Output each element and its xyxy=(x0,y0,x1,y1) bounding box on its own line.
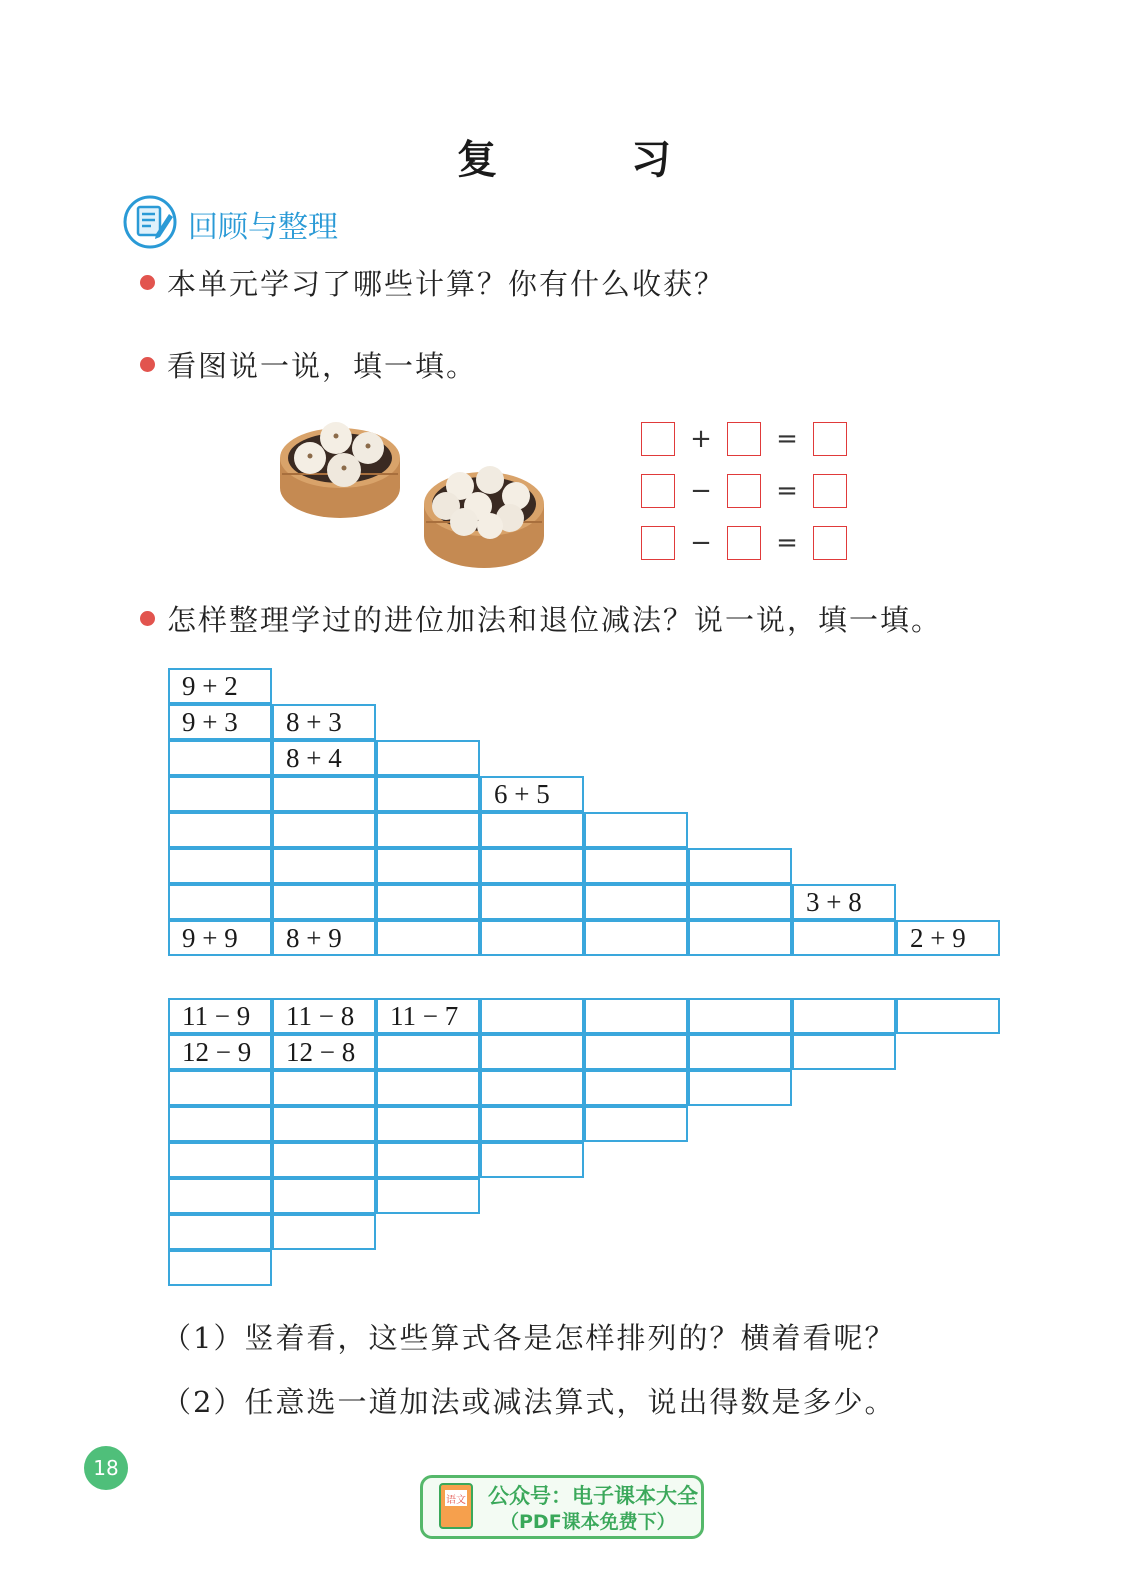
answer-box[interactable] xyxy=(641,526,675,560)
table-cell[interactable] xyxy=(376,1070,480,1106)
table-cell[interactable] xyxy=(584,1034,688,1070)
section-header xyxy=(122,196,338,252)
bullet-text: 本单元学习了哪些计算？你有什么收获？ xyxy=(167,267,726,301)
table-cell[interactable] xyxy=(584,1106,688,1142)
table-cell[interactable]: 2 + 9 xyxy=(896,920,1000,956)
bullet-item xyxy=(140,344,477,385)
minus-sign: − xyxy=(690,528,712,558)
plus-sign: + xyxy=(690,424,712,454)
table-cell[interactable]: 9 + 2 xyxy=(168,668,272,704)
table-cell[interactable]: 12 − 9 xyxy=(168,1034,272,1070)
table-cell[interactable] xyxy=(376,812,480,848)
book-icon xyxy=(436,1480,480,1534)
question-2: （2）任意选一道加法或减法算式，说出得数是多少。 xyxy=(162,1385,896,1419)
table-cell[interactable] xyxy=(792,1034,896,1070)
answer-box[interactable] xyxy=(727,474,761,508)
question-1: （1）竖着看，这些算式各是怎样排列的？横着看呢？ xyxy=(162,1321,896,1355)
table-cell[interactable] xyxy=(272,848,376,884)
table-cell[interactable] xyxy=(584,812,688,848)
steamed-buns-illustration xyxy=(278,408,548,576)
table-cell[interactable] xyxy=(896,998,1000,1034)
answer-box[interactable] xyxy=(813,422,847,456)
table-cell[interactable]: 9 + 9 xyxy=(168,920,272,956)
table-cell[interactable] xyxy=(480,812,584,848)
answer-box[interactable] xyxy=(813,526,847,560)
table-cell[interactable] xyxy=(376,848,480,884)
table-cell[interactable] xyxy=(168,848,272,884)
table-cell[interactable] xyxy=(480,1034,584,1070)
table-cell[interactable] xyxy=(376,1142,480,1178)
table-cell[interactable] xyxy=(168,1142,272,1178)
bullet-dot-icon xyxy=(140,357,155,372)
table-cell[interactable] xyxy=(584,920,688,956)
equation-row xyxy=(641,422,847,456)
table-cell[interactable] xyxy=(272,1142,376,1178)
equals-sign: = xyxy=(776,476,798,506)
table-cell[interactable] xyxy=(480,1142,584,1178)
table-cell[interactable] xyxy=(376,1178,480,1214)
answer-box[interactable] xyxy=(727,422,761,456)
table-cell[interactable] xyxy=(792,920,896,956)
table-cell[interactable] xyxy=(272,776,376,812)
table-cell[interactable] xyxy=(688,1034,792,1070)
table-cell[interactable]: 9 + 3 xyxy=(168,704,272,740)
answer-box[interactable] xyxy=(813,474,847,508)
table-cell[interactable]: 3 + 8 xyxy=(792,884,896,920)
equals-sign: = xyxy=(776,424,798,454)
table-cell[interactable] xyxy=(272,1070,376,1106)
table-cell[interactable] xyxy=(688,848,792,884)
badge-line-1: 公众号：电子课本大全 xyxy=(488,1484,698,1508)
table-cell[interactable] xyxy=(168,1214,272,1250)
table-cell[interactable] xyxy=(584,848,688,884)
table-cell[interactable] xyxy=(272,812,376,848)
table-cell[interactable] xyxy=(168,884,272,920)
answer-box[interactable] xyxy=(641,474,675,508)
table-cell[interactable] xyxy=(272,1214,376,1250)
table-cell[interactable] xyxy=(376,884,480,920)
table-cell[interactable] xyxy=(376,776,480,812)
book-icon-label: 语文 xyxy=(446,1495,466,1506)
equals-sign: = xyxy=(776,528,798,558)
table-cell[interactable]: 11 − 8 xyxy=(272,998,376,1034)
bullet-text: 怎样整理学过的进位加法和退位减法？说一说，填一填。 xyxy=(167,603,943,637)
bullet-text: 看图说一说，填一填。 xyxy=(167,349,478,383)
table-cell[interactable] xyxy=(792,998,896,1034)
table-cell[interactable] xyxy=(480,920,584,956)
steamer-basket-icon xyxy=(280,422,400,518)
table-cell[interactable]: 6 + 5 xyxy=(480,776,584,812)
table-cell[interactable] xyxy=(168,776,272,812)
table-cell[interactable] xyxy=(168,1250,272,1286)
table-cell[interactable] xyxy=(480,998,584,1034)
page-title: 复 习 xyxy=(457,137,731,183)
table-cell[interactable] xyxy=(688,998,792,1034)
badge-line-2: （PDF课本免费下） xyxy=(500,1511,676,1533)
table-cell[interactable] xyxy=(688,884,792,920)
answer-box[interactable] xyxy=(641,422,675,456)
table-cell[interactable] xyxy=(376,1034,480,1070)
equation-row xyxy=(641,474,847,508)
table-cell[interactable] xyxy=(272,884,376,920)
answer-box[interactable] xyxy=(727,526,761,560)
table-cell[interactable]: 8 + 4 xyxy=(272,740,376,776)
page-number: 18 xyxy=(84,1446,128,1490)
table-cell[interactable]: 12 − 8 xyxy=(272,1034,376,1070)
table-cell[interactable]: 11 − 9 xyxy=(168,998,272,1034)
table-cell[interactable] xyxy=(584,998,688,1034)
table-cell[interactable] xyxy=(168,1070,272,1106)
table-cell[interactable]: 11 − 7 xyxy=(376,998,480,1034)
bullet-item xyxy=(140,262,725,303)
table-cell[interactable] xyxy=(480,848,584,884)
table-cell[interactable] xyxy=(480,1070,584,1106)
table-cell[interactable] xyxy=(168,812,272,848)
bullet-item xyxy=(140,598,942,639)
table-cell[interactable] xyxy=(376,920,480,956)
bullet-dot-icon xyxy=(140,275,155,290)
table-cell[interactable] xyxy=(272,1106,376,1142)
table-cell[interactable] xyxy=(584,1070,688,1106)
notebook-pencil-icon xyxy=(122,194,178,254)
table-cell[interactable] xyxy=(168,1178,272,1214)
table-cell[interactable] xyxy=(168,740,272,776)
table-cell[interactable] xyxy=(688,920,792,956)
table-cell[interactable] xyxy=(376,1106,480,1142)
table-cell[interactable] xyxy=(480,884,584,920)
table-cell[interactable] xyxy=(688,1070,792,1106)
table-cell[interactable] xyxy=(376,740,480,776)
equation-row xyxy=(641,526,847,560)
section-label: 回顾与整理 xyxy=(188,210,338,245)
table-cell[interactable] xyxy=(272,1178,376,1214)
table-cell[interactable]: 8 + 3 xyxy=(272,704,376,740)
table-cell[interactable]: 8 + 9 xyxy=(272,920,376,956)
table-cell[interactable] xyxy=(480,1106,584,1142)
minus-sign: − xyxy=(690,476,712,506)
table-cell[interactable] xyxy=(584,884,688,920)
bullet-dot-icon xyxy=(140,611,155,626)
table-cell[interactable] xyxy=(168,1106,272,1142)
steamer-basket-icon xyxy=(424,466,544,568)
